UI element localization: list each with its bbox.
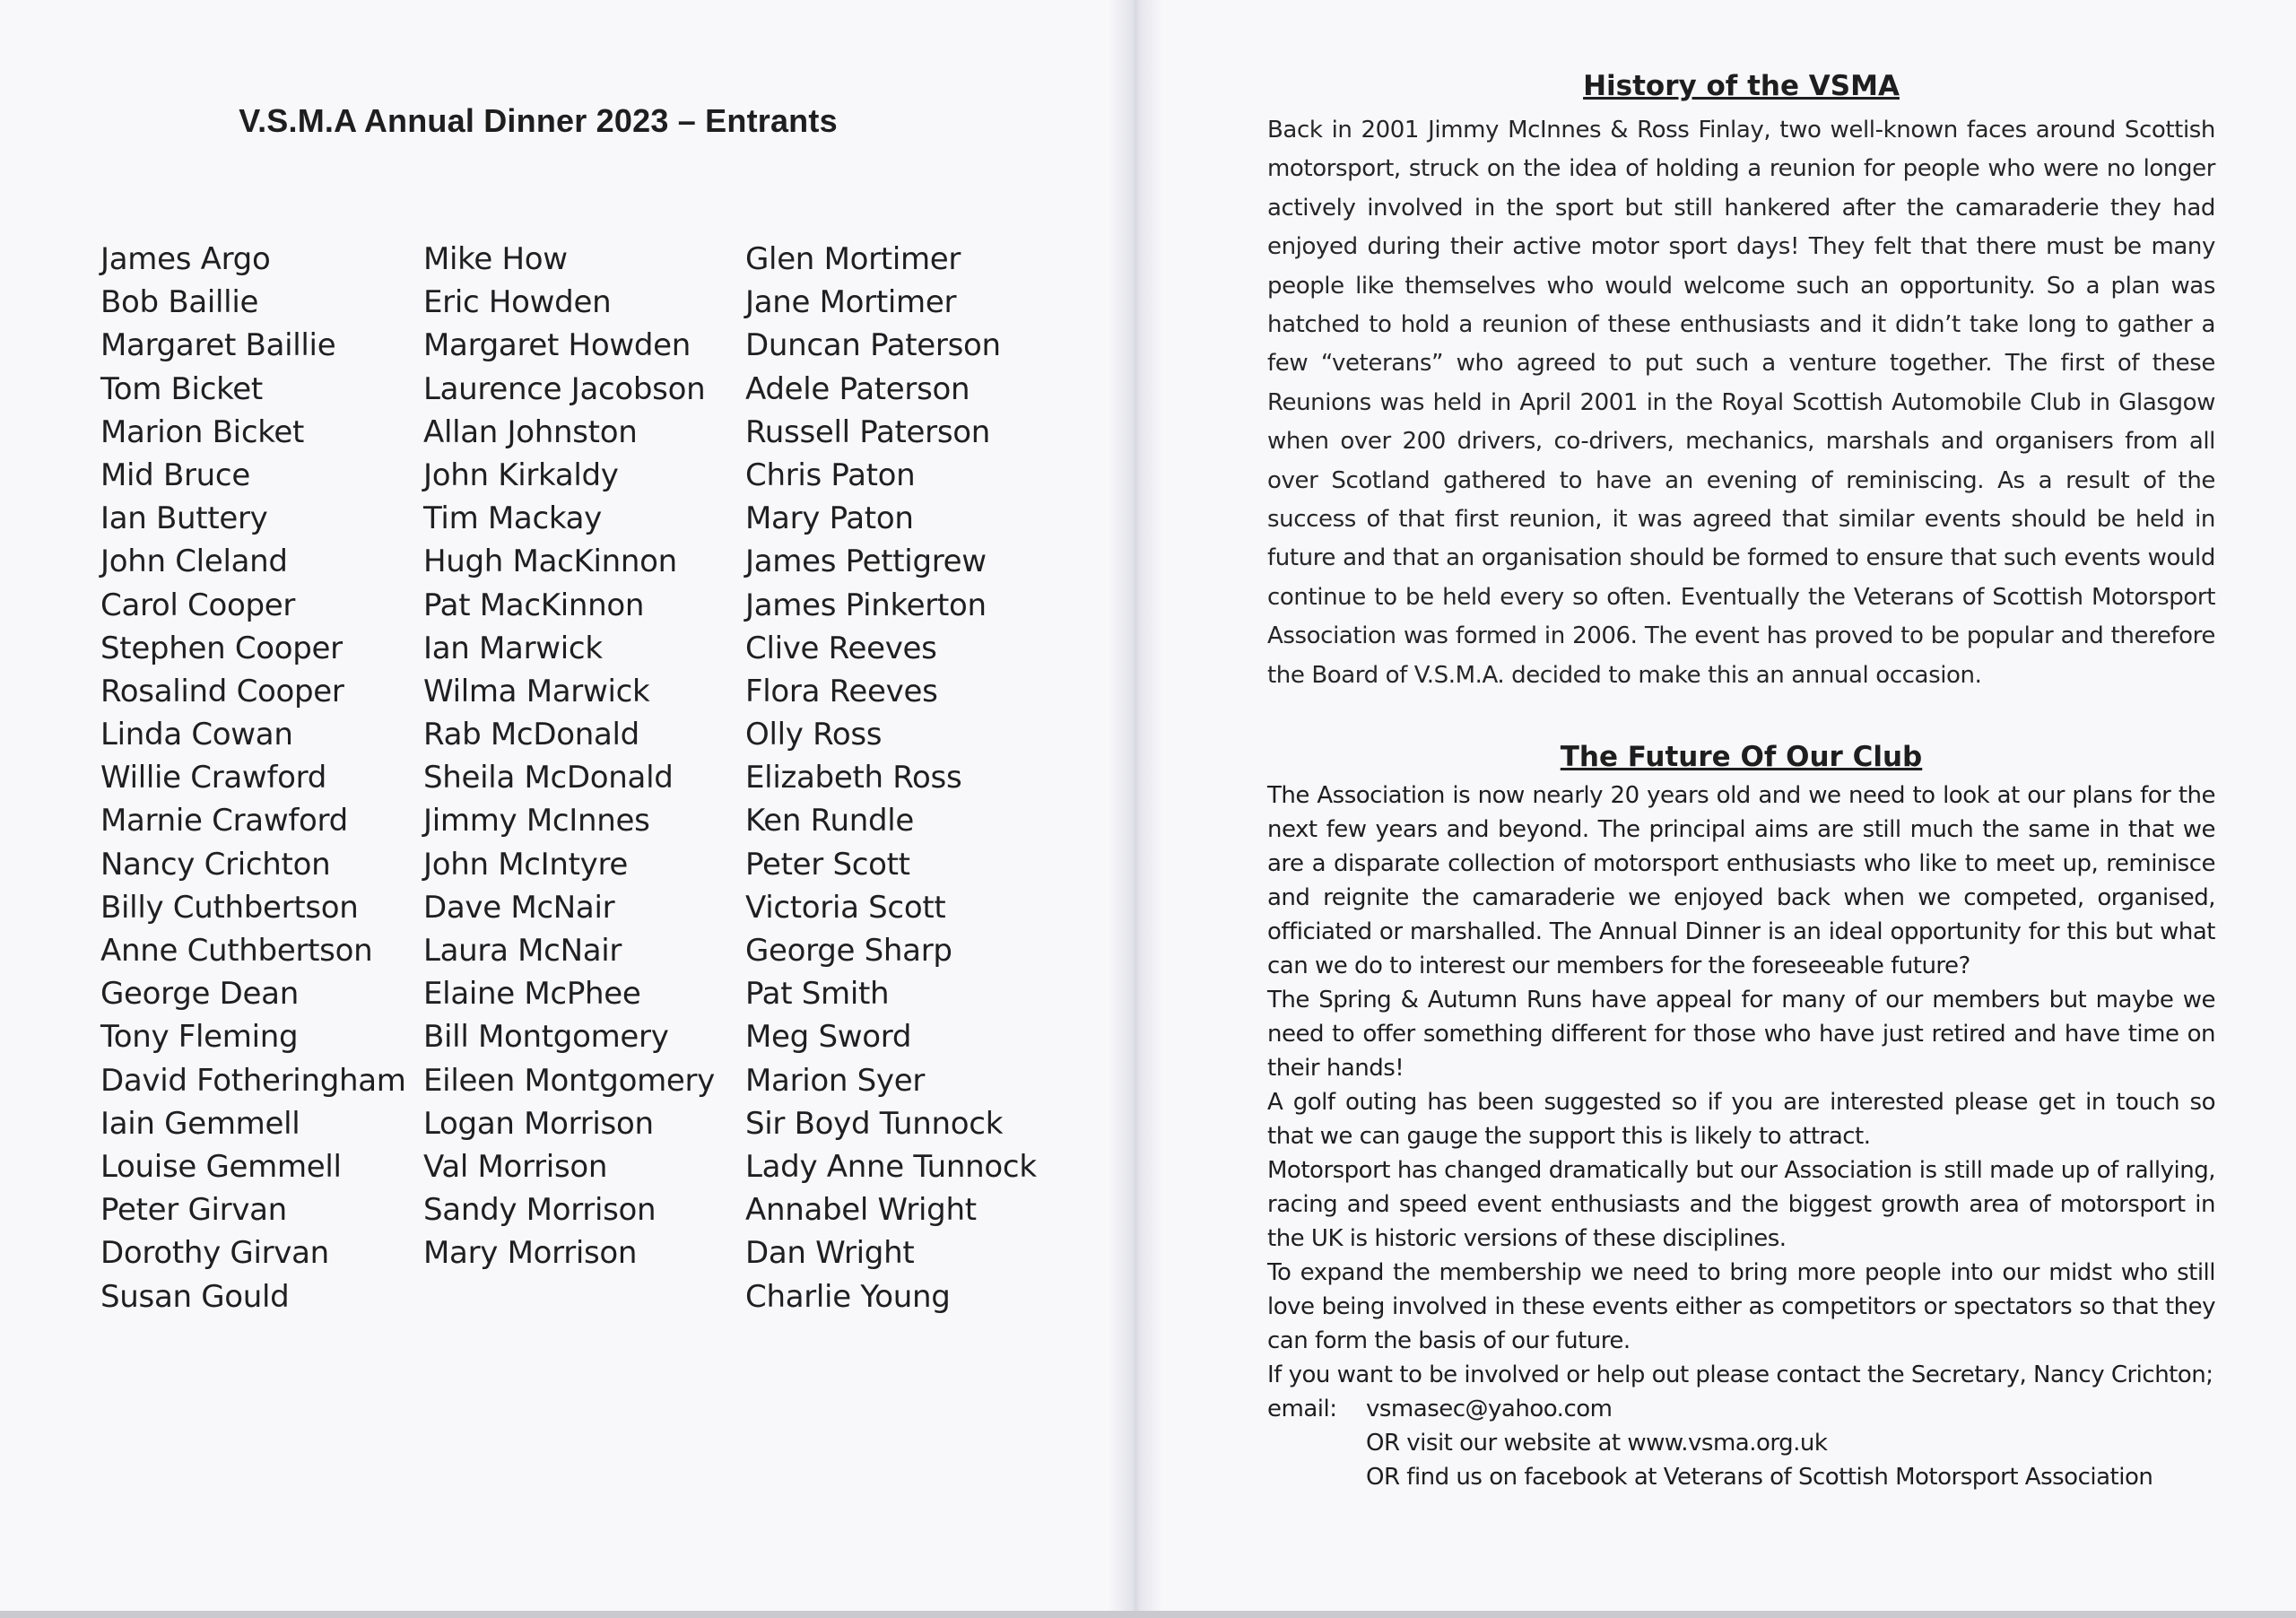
entrant-name: Sir Boyd Tunnock	[745, 1105, 1004, 1142]
entrant-name: Mary Morrison	[423, 1235, 638, 1272]
entrant-name: Laurence Jacobson	[423, 370, 706, 407]
entrant-name: James Pettigrew	[745, 544, 987, 580]
entrant-name: Sandy Morrison	[423, 1192, 657, 1229]
entrant-name: Margaret Howden	[423, 327, 691, 364]
future-paragraph: The Association is now nearly 20 years old and we need to look at our plans for the next few years and beyond. The principal aims are still much the same in that we are a disparate collection of motorsport enthusiasts who like to meet up, reminisce and reignite the camaraderie we enjoyed back when we competed, organised, officiated or marshalled. The Annual Dinner is an ideal opportunity for this but what can we do to interest our members for the foreseeable future?	[1267, 782, 2215, 979]
entrant-name: Mid Bruce	[100, 457, 250, 493]
entrant-name: Glen Mortimer	[745, 241, 961, 277]
entrant-name: Laura McNair	[423, 933, 622, 969]
entrant-name: Peter Girvan	[100, 1192, 287, 1229]
entrant-name: Billy Cuthbertson	[100, 889, 359, 926]
future-paragraph: To expand the membership we need to bring more people into our midst who still love being involved in these events either as competitors or spectators so that they can form the basis of our future.	[1267, 1259, 2215, 1354]
entrant-name: Lady Anne Tunnock	[745, 1148, 1037, 1185]
entrant-name: Charlie Young	[745, 1278, 951, 1315]
entrant-name: Russell Paterson	[745, 413, 990, 450]
future-paragraph: The Spring & Autumn Runs have appeal for many of our members but maybe we need to offer something different for those who have just retired and have time on their hands!	[1267, 987, 2215, 1082]
email-address: vsmasec@yahoo.com	[1366, 1396, 1613, 1422]
entrant-name: Marion Bicket	[100, 413, 305, 450]
entrant-name: Elaine McPhee	[423, 976, 641, 1013]
entrant-name: Clive Reeves	[745, 630, 937, 666]
entrant-name: Rab McDonald	[423, 717, 639, 753]
entrant-name: Sheila McDonald	[423, 760, 674, 796]
entrant-name: Chris Paton	[745, 457, 916, 493]
entrant-name: George Sharp	[745, 933, 952, 969]
entrants-title: V.S.M.A Annual Dinner 2023 – Entrants	[239, 102, 838, 139]
entrant-name: Bill Montgomery	[423, 1019, 669, 1056]
contact-email-row	[1267, 1392, 2215, 1426]
entrant-name: Tony Fleming	[100, 1019, 299, 1056]
entrants-column-2	[423, 238, 715, 1275]
entrant-name: Logan Morrison	[423, 1105, 654, 1142]
entrant-name: Elizabeth Ross	[745, 760, 962, 796]
entrant-name: Margaret Baillie	[100, 327, 336, 364]
entrant-name: Stephen Cooper	[100, 630, 343, 666]
entrant-name: Tim Mackay	[423, 500, 603, 537]
future-heading: The Future Of Our Club	[1560, 741, 1923, 773]
entrant-name: Dan Wright	[745, 1235, 915, 1272]
entrant-name: Dorothy Girvan	[100, 1235, 329, 1272]
entrant-name: Iain Gemmell	[100, 1105, 300, 1142]
entrant-name: Olly Ross	[745, 717, 883, 753]
entrant-name: James Argo	[100, 241, 271, 277]
page-gutter	[1109, 0, 1162, 1611]
website-line: OR visit our website at www.vsma.org.uk	[1366, 1430, 1828, 1457]
entrant-name: Mary Paton	[745, 500, 914, 537]
entrant-name: John McIntyre	[423, 846, 629, 883]
entrant-name: Jane Mortimer	[745, 284, 957, 321]
entrant-name: Willie Crawford	[100, 760, 326, 796]
entrant-name: Ken Rundle	[745, 803, 915, 839]
facebook-line: OR find us on facebook at Veterans of Scottish Motorsport Association	[1366, 1464, 2153, 1491]
entrants-column-1	[100, 238, 406, 1318]
entrant-name: Peter Scott	[745, 846, 910, 883]
entrant-name: Pat MacKinnon	[423, 587, 645, 623]
history-heading: History of the VSMA	[1583, 70, 1900, 102]
entrant-name: Duncan Paterson	[745, 327, 1001, 364]
entrant-name: Flora Reeves	[745, 673, 938, 709]
entrant-name: Marnie Crawford	[100, 803, 348, 839]
entrants-column-3	[745, 238, 1037, 1318]
future-paragraph: Motorsport has changed dramatically but our Association is still made up of rallying, racing and speed event enthusiasts and the biggest growth area of motorsport in the UK is historic versions of these disciplines.	[1267, 1157, 2215, 1252]
entrant-name: Mike How	[423, 241, 568, 277]
entrant-name: Susan Gould	[100, 1278, 290, 1315]
entrant-name: Eileen Montgomery	[423, 1062, 716, 1099]
entrant-name: Victoria Scott	[745, 889, 946, 926]
future-section	[1267, 779, 2215, 1494]
entrant-name: Adele Paterson	[745, 370, 970, 407]
entrant-name: Val Morrison	[423, 1148, 608, 1185]
future-paragraph: A golf outing has been suggested so if you are interested please get in touch so that we can gauge the support this is likely to attract.	[1267, 1089, 2215, 1150]
email-label: email:	[1267, 1396, 1337, 1422]
future-paragraph: If you want to be involved or help out please contact the Secretary, Nancy Crichton;	[1267, 1361, 2213, 1388]
entrant-name: Pat Smith	[745, 976, 890, 1013]
entrant-name: James Pinkerton	[745, 587, 987, 623]
history-paragraph: Back in 2001 Jimmy McInnes & Ross Finlay, two well-known faces around Scottish motorsport, struck on the idea of holding a reunion for people who were no longer actively involved in the sport but still hankered after the camaraderie they had enjoyed during their active motor sport days! They felt that there must be many people like themselves who would welcome such an opportunity. So a plan was hatched to hold a reunion of these enthusiasts and it didn’t take long to gather a few “veterans” who agreed to put such a venture together. The first of these Reunions was held in April 2001 in the Royal Scottish Automobile Club in Glasgow when over 200 drivers, co-drivers, mechanics, marshals and organisers from all over Scotland gathered to have an evening of reminiscing. As a result of the success of that first reunion, it was agreed that similar events should be held in future and that an organisation should be formed to ensure that such events would continue to be held every so often. Eventually the Veterans of Scottish Motorsport Association was formed in 2006. The event has proved to be popular and therefore the Board of V.S.M.A. decided to make this an annual occasion.	[1267, 117, 2215, 689]
entrant-name: Ian Marwick	[423, 630, 603, 666]
entrant-name: Tom Bicket	[100, 370, 263, 407]
entrant-name: Carol Cooper	[100, 587, 296, 623]
entrant-name: Linda Cowan	[100, 717, 293, 753]
entrant-name: Hugh MacKinnon	[423, 544, 677, 580]
entrant-name: Anne Cuthbertson	[100, 933, 373, 969]
entrant-name: Meg Sword	[745, 1019, 912, 1056]
entrant-name: John Kirkaldy	[423, 457, 619, 493]
scan-bottom-edge	[0, 1611, 2296, 1618]
entrant-name: Dave McNair	[423, 889, 615, 926]
entrant-name: Eric Howden	[423, 284, 612, 321]
entrant-name: Rosalind Cooper	[100, 673, 344, 709]
entrant-name: David Fotheringham	[100, 1062, 406, 1099]
entrant-name: George Dean	[100, 976, 299, 1013]
entrant-name: Allan Johnston	[423, 413, 638, 450]
entrant-name: Louise Gemmell	[100, 1148, 342, 1185]
entrant-name: Bob Baillie	[100, 284, 259, 321]
entrant-name: Jimmy McInnes	[423, 803, 650, 839]
entrant-name: Annabel Wright	[745, 1192, 977, 1229]
entrant-name: Ian Buttery	[100, 500, 268, 537]
entrant-name: Nancy Crichton	[100, 846, 331, 883]
entrant-name: John Cleland	[100, 544, 288, 580]
entrant-name: Marion Syer	[745, 1062, 926, 1099]
entrant-name: Wilma Marwick	[423, 673, 650, 709]
